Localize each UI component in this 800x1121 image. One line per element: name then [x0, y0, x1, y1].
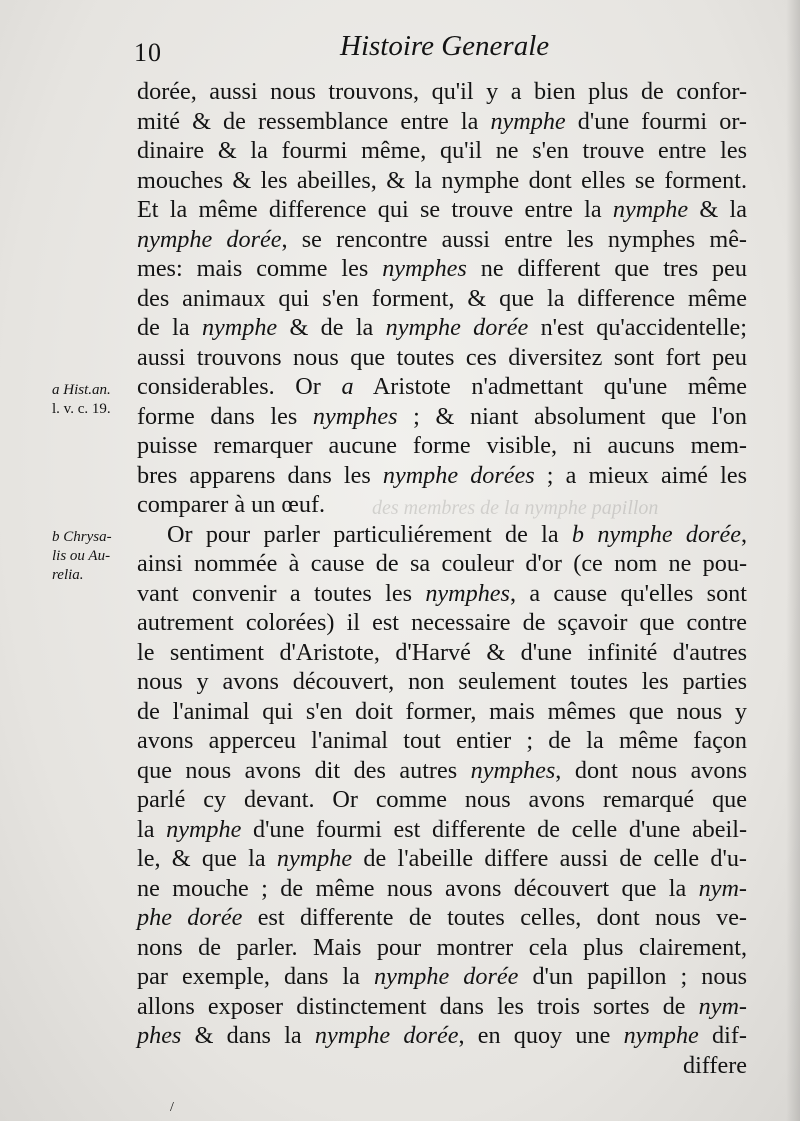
text-run: aussi trouvons nous que toutes ces diversitez sont fort peu — [137, 343, 747, 371]
text-line — [137, 756, 747, 786]
text-run: ; a mieux aimé les — [534, 461, 747, 489]
text-run: d'une fourmi est differente de celle d'une abeil- — [241, 815, 748, 843]
text-run: , en quoy une — [458, 1022, 624, 1049]
text-line — [137, 549, 747, 579]
text-run: & dans la — [181, 1022, 315, 1049]
italic-term: nymphe dorée — [314, 1022, 459, 1049]
text-line — [137, 785, 747, 815]
text-line — [137, 1021, 747, 1051]
text-run: comparer à un œuf. — [137, 491, 326, 518]
text-run: dorée, aussi nous trouvons, qu'il y a bien plus de confor- — [137, 78, 747, 105]
text-run: le sentiment d'Aristote, d'Harvé & d'une infinité d'autres — [137, 638, 747, 666]
text-run: ne different que tres peu — [466, 255, 747, 282]
text-line — [137, 372, 747, 402]
text-run: puisse remarquer aucune forme visible, ni aucuns mem- — [137, 432, 747, 459]
italic-term: nymphe — [623, 1022, 699, 1049]
text-run: bres apparens dans les — [137, 461, 383, 489]
text-run: , a cause qu'elles sont — [509, 579, 747, 607]
italic-term: nymphe — [276, 845, 353, 872]
text-line — [137, 697, 747, 727]
text-run: d'une fourmi or- — [565, 107, 747, 135]
italic-term: nym- — [698, 874, 747, 902]
text-line — [137, 520, 747, 550]
text-run: considerables. Or — [137, 373, 342, 400]
page-header — [0, 28, 800, 78]
bleed-through-text: des membres de la nymphe papillon — [372, 497, 659, 519]
text-run: parlé cy devant. Or comme nous avons remarqué que — [137, 786, 747, 813]
text-run: dinaire & la fourmi même, qu'il ne s'en trouve entre les — [137, 137, 747, 164]
text-run: avons apperceu l'animal tout entier ; de la même façon — [137, 727, 747, 754]
italic-term: nymphe dorée — [373, 963, 519, 990]
text-run: dif- — [698, 1022, 747, 1049]
text-run: nons de parler. Mais pour montrer cela plus clairement, — [137, 933, 747, 961]
page-edge-shadow — [786, 0, 800, 1121]
text-line — [137, 933, 747, 963]
italic-term: nymphes — [382, 255, 467, 282]
italic-term: nymphe — [612, 196, 689, 223]
text-run: ; & niant absolument que l'on — [397, 402, 747, 430]
text-run: est differente de toutes celles, dont nous ve- — [242, 904, 747, 931]
margin-note-b-line3: relia. — [52, 567, 84, 583]
text-line — [137, 962, 747, 992]
margin-note-b-line2: lis ou Au- — [52, 548, 111, 564]
italic-term: nymphe dorée — [385, 314, 529, 341]
text-run: & de la — [277, 314, 386, 341]
text-line — [137, 1051, 747, 1081]
italic-term: nymphes — [470, 756, 556, 784]
margin-note-b-line1: b Chrysa- — [52, 529, 112, 545]
text-run: autrement colorées) il est necessaire de sçavoir que contre — [137, 609, 747, 636]
text-run: ainsi nommée à cause de sa couleur d'or (ce nom ne pou- — [137, 550, 747, 577]
text-run: allons exposer distinctement dans les trois sortes de — [137, 992, 699, 1020]
text-run: Et la même difference qui se trouve entre la — [137, 196, 613, 223]
italic-term: nymphes — [312, 402, 398, 430]
margin-note-a-line1: a Hist.an. — [52, 382, 111, 398]
text-line — [137, 402, 747, 432]
margin-note-b — [52, 528, 112, 585]
running-title: Histoire Generale — [340, 30, 550, 62]
text-run: nous y avons découvert, non seulement toutes les parties — [137, 668, 747, 695]
text-line — [137, 431, 747, 461]
text-line — [137, 874, 747, 904]
text-run: , dont nous avons — [555, 756, 748, 784]
text-line — [137, 195, 747, 225]
text-run: des animaux qui s'en forment, & que la difference même — [137, 284, 747, 312]
italic-term: nym- — [698, 992, 747, 1020]
text-line — [137, 107, 747, 137]
italic-term: nymphe dorée — [137, 225, 282, 253]
italic-term: phe dorée — [137, 904, 243, 931]
text-line — [137, 254, 747, 284]
text-line — [137, 225, 747, 255]
text-line — [137, 490, 747, 520]
text-run: ne mouche ; de même nous avons découvert que la — [137, 874, 699, 902]
text-run: , se rencontre aussi entre les nymphes mê- — [281, 225, 747, 253]
italic-term: nymphe dorées — [382, 461, 535, 489]
text-line — [137, 903, 747, 933]
page-number: 10 — [134, 38, 162, 67]
italic-term: phes — [137, 1022, 182, 1049]
text-run: par exemple, dans la — [137, 963, 374, 990]
text-run: mité & de ressemblance entre la — [137, 107, 491, 135]
text-line — [137, 136, 747, 166]
italic-term: nymphe — [201, 314, 278, 341]
text-run: que nous avons dit des autres — [137, 756, 471, 784]
text-line — [137, 667, 747, 697]
italic-term: a — [341, 373, 354, 400]
text-run: differe — [682, 1051, 747, 1079]
text-line — [137, 608, 747, 638]
text-run: Or pour parler particuliérement de la — [167, 520, 572, 548]
ink-mark: / — [170, 1100, 174, 1115]
text-run: , — [740, 520, 747, 548]
text-run: de l'animal qui s'en doit former, mais mêmes que nous y — [137, 697, 747, 725]
text-line — [137, 166, 747, 196]
text-run: & la — [688, 196, 747, 223]
text-line — [137, 579, 747, 609]
text-line — [137, 638, 747, 668]
text-line — [137, 313, 747, 343]
text-line — [137, 77, 747, 107]
margin-note-a — [52, 381, 111, 419]
text-line — [137, 844, 747, 874]
text-line — [137, 343, 747, 373]
body-text — [137, 77, 747, 1080]
text-run: mouches & les abeilles, & la nymphe dont elles se forment. — [137, 166, 747, 194]
text-run: de l'abeille differe aussi de celle d'u- — [352, 845, 747, 872]
text-run: le, & que la — [137, 845, 277, 872]
margin-note-a-line2: l. v. c. 19. — [52, 401, 111, 417]
text-line — [137, 815, 747, 845]
text-run: vant convenir a toutes les — [137, 579, 426, 607]
italic-term: nymphe — [490, 107, 566, 135]
text-line — [137, 726, 747, 756]
text-line — [137, 461, 747, 491]
text-run: forme dans les — [137, 402, 313, 430]
text-line — [137, 284, 747, 314]
text-run: la — [137, 815, 167, 843]
text-line — [137, 992, 747, 1022]
text-run: mes: mais comme les — [137, 255, 383, 282]
text-run: d'un papillon ; nous — [518, 963, 748, 990]
text-run: n'est qu'accidentelle; — [528, 314, 747, 341]
italic-term: b nymphe dorée — [571, 520, 741, 548]
text-run: de la — [137, 314, 202, 341]
text-run: Aristote n'admettant qu'une même — [353, 373, 747, 400]
italic-term: nymphes — [425, 579, 510, 607]
italic-term: nymphe — [166, 815, 242, 843]
